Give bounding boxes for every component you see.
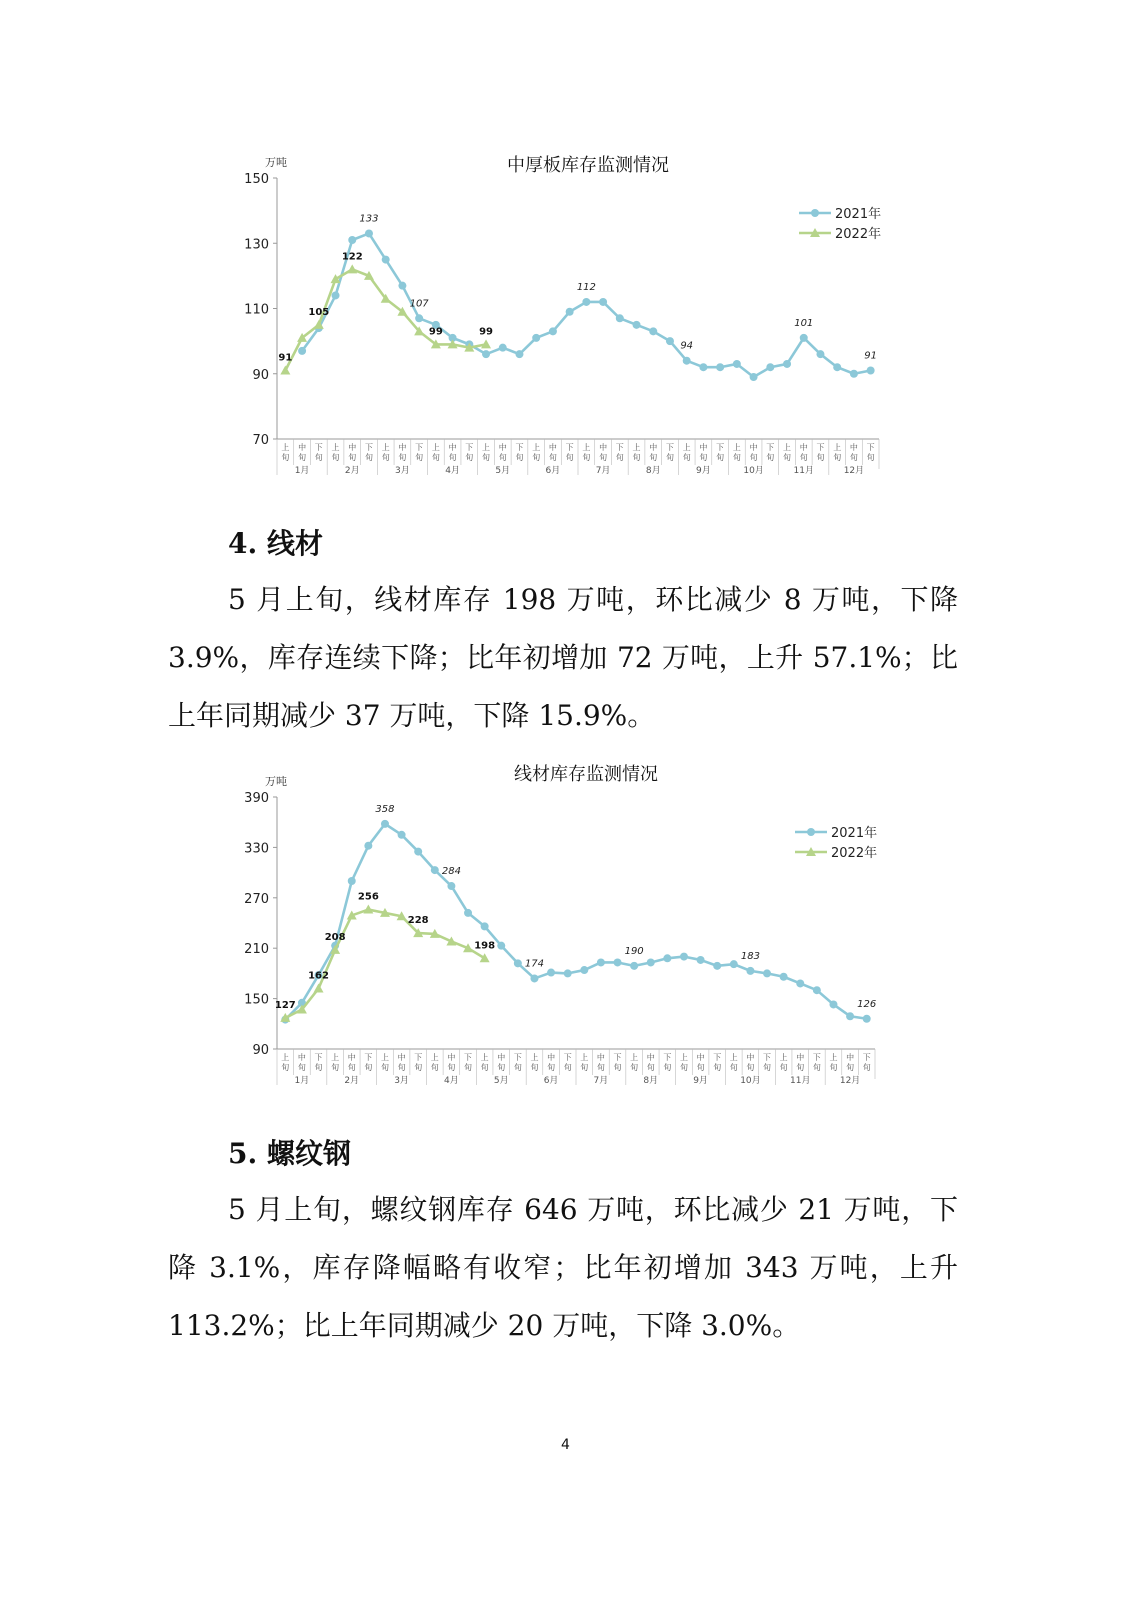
y-tick-label: 270 [244,891,269,907]
data-point-2021 [783,360,791,368]
x-period-label-top: 中 [746,1053,755,1062]
data-point-2021 [666,337,674,345]
data-label-2022: 105 [308,306,330,318]
data-point-2021 [663,954,671,962]
x-period-label-bottom: 旬 [364,453,373,462]
x-period-label-bottom: 旬 [314,453,323,462]
x-period-label-top: 中 [497,1053,506,1062]
x-period-label-bottom: 旬 [281,1063,290,1072]
data-point-2021 [381,820,389,828]
x-period-label-bottom: 旬 [665,453,674,462]
x-month-label: 5月 [495,466,511,476]
x-period-label-bottom: 旬 [632,453,641,462]
x-period-label-top: 上 [779,1053,788,1062]
x-period-label-top: 上 [532,443,541,452]
x-period-label-top: 上 [381,443,390,452]
x-period-label-bottom: 旬 [783,453,792,462]
wire-paragraph: 5 月上旬，线材库存 198 万吨，环比减少 8 万吨，下降 3.9%，库存连续下降；比年初增加 72 万吨，上升 57.1%；比上年同期减少 37 万吨，下降 15.9%。 [168,583,958,732]
data-point-2021 [382,256,390,264]
x-period-label-bottom: 旬 [866,453,875,462]
x-month-label: 11月 [793,466,814,476]
x-period-label-top: 上 [431,443,440,452]
rebar-paragraph: 5 月上旬，螺纹钢库存 646 万吨，环比减少 21 万吨，下降 3.1%，库存降幅略有收窄；比年初增加 343 万吨，上升 113.2%；比上年同期减少 20 万吨，下降 3.0%。 [168,1193,958,1342]
data-point-2021 [447,882,455,890]
x-period-label-bottom: 旬 [716,453,725,462]
data-point-2021 [763,969,771,977]
x-period-label-top: 下 [415,443,424,452]
x-month-label: 2月 [344,466,360,476]
x-period-label-top: 下 [866,443,875,452]
x-period-label-bottom: 旬 [649,453,658,462]
x-period-label-top: 上 [331,443,340,452]
data-point-2021 [564,969,572,977]
x-period-label-top: 上 [729,1053,738,1062]
x-period-label-bottom: 旬 [297,1063,306,1072]
data-label-2022: 122 [341,251,363,263]
x-period-label-bottom: 旬 [532,453,541,462]
data-point-2021 [482,350,490,358]
data-point-2021 [863,1015,871,1023]
data-label-2021: 91 [864,350,878,362]
x-period-label-top: 下 [414,1053,423,1062]
y-tick-label: 330 [244,841,269,857]
data-point-2021 [649,327,657,335]
x-period-label-top: 上 [783,443,792,452]
x-period-label-top: 中 [796,1053,805,1062]
x-period-label-bottom: 旬 [482,453,491,462]
x-period-label-bottom: 旬 [464,1063,473,1072]
x-period-label-bottom: 旬 [331,1063,340,1072]
x-period-label-bottom: 旬 [414,1063,423,1072]
x-period-label-top: 中 [749,443,758,452]
data-label-2021: 101 [794,317,814,329]
rebar-section-heading: 5. 螺纹钢 [228,1137,351,1170]
y-tick-label: 150 [244,992,269,1008]
x-period-label-top: 上 [580,1053,589,1062]
x-period-label-bottom: 旬 [548,453,557,462]
x-period-label-bottom: 旬 [582,453,591,462]
data-label-2022: 208 [324,931,346,943]
data-point-2021 [515,350,523,358]
data-label-2021: 358 [375,803,395,815]
x-month-label: 6月 [545,466,561,476]
data-label-2021: 107 [409,298,429,310]
data-label-2022: 228 [407,915,429,927]
x-month-label: 8月 [645,466,661,476]
x-period-label-bottom: 旬 [599,453,608,462]
x-period-label-bottom: 旬 [563,1063,572,1072]
x-month-label: 3月 [394,1076,409,1086]
x-period-label-bottom: 旬 [431,453,440,462]
x-period-label-top: 中 [696,1053,705,1062]
x-period-label-bottom: 旬 [679,1063,688,1072]
x-month-label: 1月 [294,1076,310,1086]
y-tick-label: 90 [252,367,269,383]
data-label-2022: 99 [428,326,443,338]
data-point-2021 [680,953,688,961]
data-point-2021 [431,866,439,874]
x-period-label-bottom: 旬 [732,453,741,462]
x-period-label-bottom: 旬 [816,453,825,462]
data-point-2021 [697,956,705,964]
x-period-label-bottom: 旬 [729,1063,738,1072]
data-point-2021 [733,360,741,368]
data-label-2021: 133 [359,213,379,225]
data-point-2021 [846,1012,854,1020]
x-period-label-bottom: 旬 [746,1063,755,1072]
x-period-label-top: 下 [364,443,373,452]
chart-title: 线材库存监测情况 [514,764,658,785]
y-tick-label: 90 [252,1043,269,1058]
data-point-2021 [365,229,373,237]
y-tick-label: 130 [244,237,269,253]
y-axis-unit: 万吨 [265,156,287,169]
x-period-label-bottom: 旬 [498,453,507,462]
legend-label: 2022年 [831,846,878,861]
data-label-2021: 126 [857,998,877,1010]
data-point-2021 [800,334,808,342]
x-period-label-top: 中 [398,443,407,452]
x-period-label-bottom: 旬 [565,453,574,462]
x-period-label-bottom: 旬 [646,1063,655,1072]
data-point-2021 [348,236,356,244]
x-period-label-top: 中 [596,1053,605,1062]
x-period-label-top: 中 [498,443,507,452]
legend-label: 2021年 [831,826,878,841]
x-period-label-bottom: 旬 [448,453,457,462]
x-period-label-bottom: 旬 [281,453,290,462]
x-period-label-bottom: 旬 [763,1063,772,1072]
data-label-2022: 256 [357,891,379,903]
data-point-2022 [280,365,290,374]
data-point-2021 [398,282,406,290]
x-month-label: 12月 [839,1076,861,1086]
series-line-2021 [285,824,866,1020]
x-period-label-bottom: 旬 [364,1063,373,1072]
x-period-label-bottom: 旬 [862,1063,871,1072]
x-period-label-bottom: 旬 [849,453,858,462]
x-period-label-top: 下 [314,443,323,452]
x-period-label-bottom: 旬 [515,453,524,462]
x-period-label-top: 中 [397,1053,406,1062]
data-point-2022 [480,953,490,962]
x-period-label-bottom: 旬 [833,453,842,462]
legend-marker-circle [811,209,819,217]
x-period-label-bottom: 旬 [799,453,808,462]
x-month-label: 10月 [740,1076,761,1086]
x-period-label-top: 中 [297,1053,306,1062]
data-point-2021 [497,942,505,950]
series-line-2022 [285,269,486,370]
data-point-2021 [398,831,406,839]
x-period-label-top: 下 [464,1053,473,1062]
x-period-label-top: 上 [480,1053,489,1062]
x-period-label-top: 上 [679,1053,688,1062]
x-period-label-top: 中 [448,443,457,452]
data-label-2021: 94 [680,340,694,352]
x-period-label-top: 中 [849,443,858,452]
x-period-label-top: 下 [613,1053,622,1062]
x-period-label-top: 中 [548,443,557,452]
data-point-2021 [750,373,758,381]
x-period-label-bottom: 旬 [630,1063,639,1072]
x-period-label-top: 中 [799,443,808,452]
x-period-label-bottom: 旬 [415,453,424,462]
x-period-label-top: 中 [298,443,307,452]
data-point-2021 [348,877,356,885]
x-period-label-top: 上 [430,1053,439,1062]
x-month-label: 2月 [344,1076,360,1086]
x-period-label-bottom: 旬 [812,1063,821,1072]
x-month-label: 1月 [294,466,310,476]
data-label-2021: 183 [740,950,760,962]
x-period-label-bottom: 旬 [547,1063,556,1072]
x-period-label-top: 中 [599,443,608,452]
data-point-2021 [746,967,754,975]
x-period-label-bottom: 旬 [430,1063,439,1072]
x-period-label-bottom: 旬 [397,1063,406,1072]
legend-label: 2022年 [835,227,882,242]
x-period-label-top: 中 [846,1053,855,1062]
data-label-2022: 162 [308,970,329,982]
x-period-label-top: 上 [630,1053,639,1062]
x-period-label-bottom: 旬 [713,1063,722,1072]
x-period-label-bottom: 旬 [846,1063,855,1072]
x-period-label-bottom: 旬 [314,1063,323,1072]
data-point-2021 [530,974,538,982]
x-period-label-bottom: 旬 [615,453,624,462]
data-point-2021 [813,986,821,994]
x-period-label-top: 下 [465,443,474,452]
data-point-2021 [716,363,724,371]
x-period-label-top: 下 [766,443,775,452]
data-point-2021 [599,298,607,306]
data-point-2021 [647,958,655,966]
x-month-label: 4月 [445,466,460,476]
x-period-label-top: 下 [615,443,624,452]
data-point-2021 [580,966,588,974]
data-label-2021: 112 [576,281,596,293]
x-period-label-bottom: 旬 [682,453,691,462]
x-period-label-top: 下 [763,1053,772,1062]
data-point-2021 [683,357,691,365]
x-period-label-bottom: 旬 [696,1063,705,1072]
data-point-2021 [829,1000,837,1008]
data-point-2021 [481,922,489,930]
data-point-2021 [614,958,622,966]
x-period-label-top: 中 [347,1053,356,1062]
x-month-label: 4月 [444,1076,459,1086]
x-period-label-bottom: 旬 [530,1063,539,1072]
chart-title: 中厚板库存监测情况 [507,155,669,176]
data-point-2021 [298,347,306,355]
x-period-label-top: 下 [862,1053,871,1062]
x-period-label-top: 中 [649,443,658,452]
x-period-label-top: 上 [530,1053,539,1062]
data-point-2021 [730,960,738,968]
data-point-2022 [347,264,357,273]
data-point-2021 [514,959,522,967]
data-point-2021 [796,979,804,987]
data-point-2021 [816,350,824,358]
x-period-label-top: 下 [665,443,674,452]
x-period-label-bottom: 旬 [331,453,340,462]
legend-marker-circle [807,828,815,836]
x-period-label-top: 下 [513,1053,522,1062]
x-period-label-top: 上 [732,443,741,452]
x-period-label-top: 下 [812,1053,821,1062]
x-period-label-bottom: 旬 [497,1063,506,1072]
data-point-2021 [499,344,507,352]
data-label-2021: 174 [524,958,545,970]
x-period-label-top: 下 [314,1053,323,1062]
x-period-label-bottom: 旬 [347,1063,356,1072]
x-period-label-top: 中 [348,443,357,452]
data-point-2021 [547,969,555,977]
x-period-label-bottom: 旬 [829,1063,838,1072]
series-line-2022 [285,910,484,1018]
data-point-2021 [532,334,540,342]
data-label-2021: 284 [441,866,461,878]
medium-plate-inventory-chart [225,148,900,483]
data-point-2021 [699,363,707,371]
data-point-2021 [597,958,605,966]
x-period-label-bottom: 旬 [513,1063,522,1072]
wire-section-heading: 4. 线材 [228,527,323,560]
x-period-label-top: 下 [816,443,825,452]
x-period-label-top: 中 [646,1053,655,1062]
x-month-label: 9月 [696,466,711,476]
data-label-2021: 190 [624,945,644,957]
data-point-2021 [833,363,841,371]
x-period-label-bottom: 旬 [779,1063,788,1072]
data-point-2022 [314,984,324,993]
x-period-label-top: 上 [833,443,842,452]
x-month-label: 5月 [493,1076,509,1086]
data-point-2021 [766,363,774,371]
x-period-label-top: 上 [380,1053,389,1062]
x-period-label-top: 下 [663,1053,672,1062]
x-period-label-top: 下 [716,443,725,452]
x-period-label-top: 上 [331,1053,340,1062]
x-period-label-top: 上 [829,1053,838,1062]
x-period-label-top: 下 [364,1053,373,1062]
x-month-label: 7月 [595,466,611,476]
x-period-label-bottom: 旬 [749,453,758,462]
x-period-label-top: 中 [547,1053,556,1062]
x-period-label-bottom: 旬 [766,453,775,462]
legend-label: 2021年 [835,207,882,222]
data-point-2021 [364,842,372,850]
x-period-label-top: 下 [515,443,524,452]
x-period-label-bottom: 旬 [613,1063,622,1072]
x-period-label-top: 下 [563,1053,572,1062]
x-month-label: 6月 [543,1076,559,1086]
x-period-label-bottom: 旬 [381,453,390,462]
data-point-2021 [713,962,721,970]
data-point-2021 [566,308,574,316]
data-label-2022: 198 [474,940,496,952]
data-point-2021 [850,370,858,378]
data-point-2021 [414,848,422,856]
data-point-2022 [331,274,341,283]
y-tick-label: 390 [244,791,269,806]
data-point-2021 [332,291,340,299]
x-period-label-bottom: 旬 [663,1063,672,1072]
x-period-label-bottom: 旬 [796,1063,805,1072]
x-period-label-bottom: 旬 [699,453,708,462]
x-period-label-bottom: 旬 [380,1063,389,1072]
data-point-2021 [633,321,641,329]
page-number: 4 [561,1437,570,1453]
y-tick-label: 150 [244,172,269,187]
data-point-2021 [549,327,557,335]
data-point-2021 [780,973,788,981]
x-period-label-bottom: 旬 [580,1063,589,1072]
data-label-2022: 127 [274,999,296,1011]
x-period-label-top: 上 [682,443,691,452]
x-period-label-top: 上 [281,1053,290,1062]
y-tick-label: 110 [244,302,269,318]
y-axis-unit: 万吨 [265,775,287,788]
wire-inventory-chart [225,760,900,1100]
data-label-2022: 91 [278,352,293,364]
data-label-2022: 99 [479,326,493,338]
x-period-label-top: 上 [482,443,491,452]
x-period-label-bottom: 旬 [348,453,357,462]
x-period-label-top: 中 [447,1053,456,1062]
x-month-label: 11月 [790,1076,811,1086]
data-point-2021 [415,314,423,322]
x-period-label-top: 上 [281,443,290,452]
x-month-label: 8月 [643,1076,659,1086]
x-period-label-top: 上 [632,443,641,452]
x-period-label-top: 中 [699,443,708,452]
x-period-label-top: 下 [713,1053,722,1062]
x-month-label: 3月 [395,466,410,476]
x-period-label-bottom: 旬 [298,453,307,462]
y-tick-label: 70 [252,433,269,448]
x-month-label: 10月 [743,466,764,476]
data-point-2021 [616,314,624,322]
x-period-label-top: 下 [565,443,574,452]
x-period-label-top: 上 [582,443,591,452]
x-period-label-bottom: 旬 [398,453,407,462]
x-period-label-bottom: 旬 [447,1063,456,1072]
data-point-2021 [464,909,472,917]
data-point-2021 [582,298,590,306]
x-month-label: 12月 [843,466,865,476]
x-period-label-bottom: 旬 [465,453,474,462]
data-point-2021 [867,366,875,374]
x-period-label-bottom: 旬 [596,1063,605,1072]
x-period-label-bottom: 旬 [480,1063,489,1072]
data-point-2021 [630,962,638,970]
x-month-label: 9月 [693,1076,708,1086]
y-tick-label: 210 [244,942,269,958]
x-month-label: 7月 [593,1076,609,1086]
